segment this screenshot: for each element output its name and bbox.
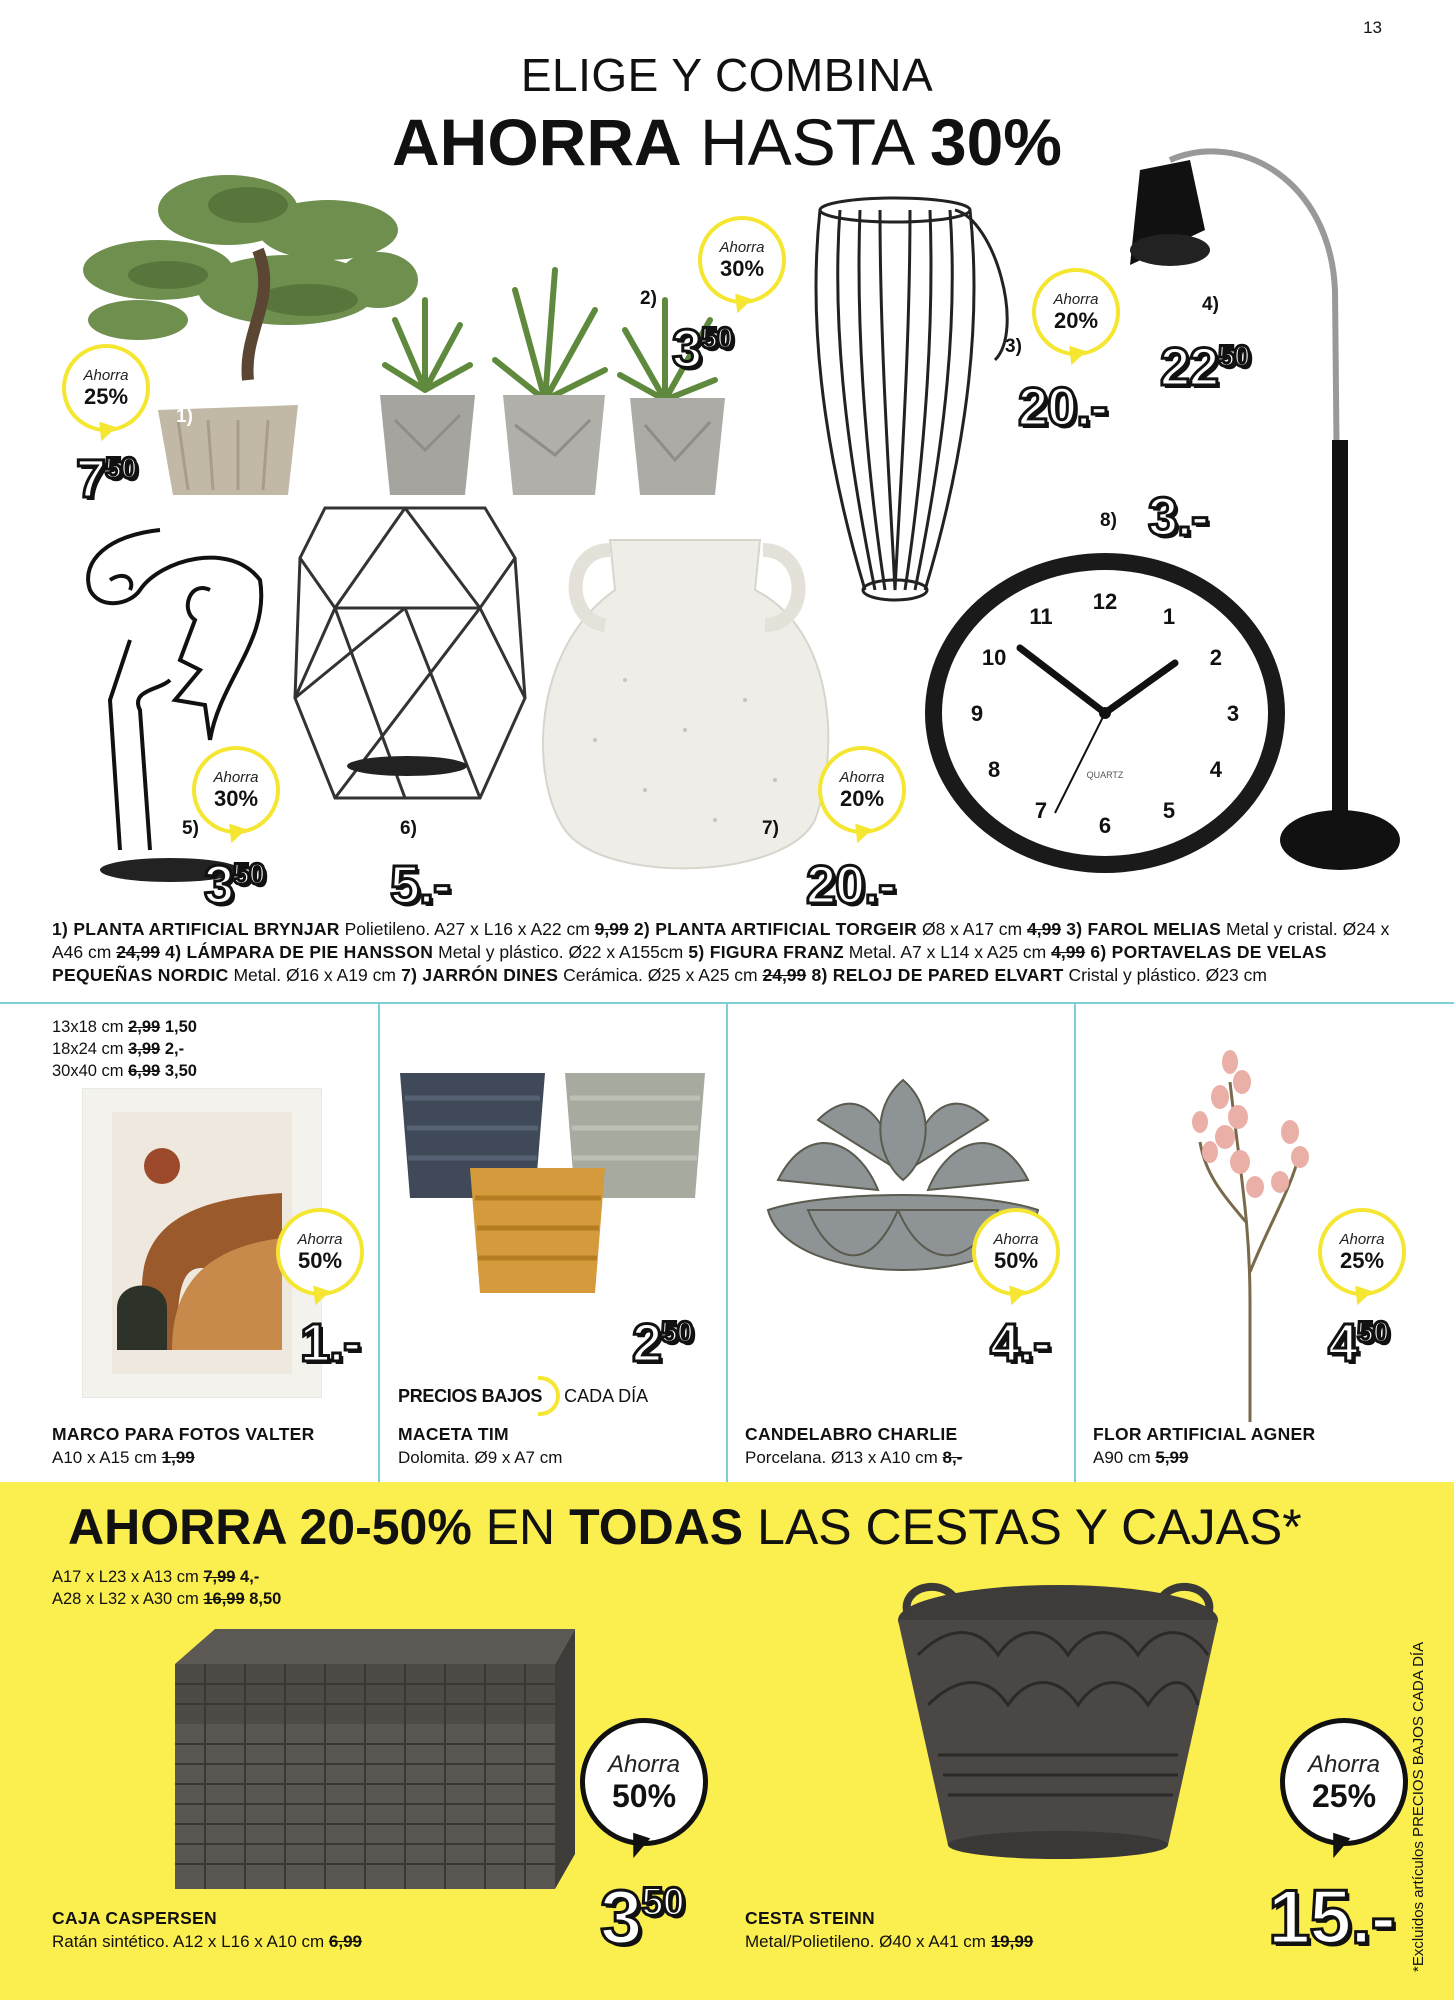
bubble-percent: 25%	[1311, 1777, 1377, 1814]
candle-holder-image	[285, 498, 530, 808]
bubble-percent: 50%	[611, 1777, 677, 1814]
price-dec: 50	[701, 322, 733, 355]
new-price: 8,50	[244, 1590, 282, 1608]
price-frame	[300, 1313, 361, 1373]
item-3-number: 3)	[1005, 336, 1022, 357]
clock-numeral: 1	[1162, 604, 1176, 630]
precios-bajos-rest: CADA DÍA	[564, 1385, 649, 1406]
desc-item-detail: Polietileno. A27 x L16 x A22 cm	[339, 919, 595, 939]
desc-item-name: 1) PLANTA ARTIFICIAL BRYNJAR	[52, 919, 340, 939]
detail-text: A90 cm	[1093, 1448, 1156, 1467]
saving-bubble-item-7	[818, 746, 906, 834]
bubble-percent: 50%	[297, 1248, 343, 1273]
clock-numeral: 2	[1209, 645, 1222, 670]
title-part: LAS CESTAS Y CAJAS*	[743, 1499, 1302, 1555]
plant-pots-image	[395, 1068, 715, 1298]
desc-item-name: 3) FAROL MELIAS	[1061, 919, 1222, 939]
product-details-candelabro	[745, 1448, 962, 1468]
price-int: 1.-	[300, 1313, 361, 1373]
saving-bubble-flor	[1318, 1208, 1406, 1296]
product-name-caja: CAJA CASPERSEN	[52, 1908, 217, 1928]
price-caja	[600, 1875, 684, 1960]
detail-text: Ratán sintético. A12 x L16 x A10 cm	[52, 1932, 329, 1951]
new-price: 1,50	[160, 1018, 197, 1036]
saving-bubble-item-2	[698, 216, 786, 304]
desc-item-detail: Cerámica. Ø25 x A25 cm	[558, 965, 763, 985]
clock-numeral: 12	[1092, 589, 1118, 614]
product-name-candelabro: CANDELABRO CHARLIE	[745, 1424, 958, 1444]
bubble-label: Ahorra	[213, 769, 259, 786]
title-part: EN	[471, 1499, 570, 1555]
new-price: 4,-	[235, 1568, 260, 1586]
clock-numeral: 10	[981, 645, 1007, 670]
desc-item-detail: Cristal y plástico. Ø23 cm	[1063, 965, 1267, 985]
desc-item-old-price: 4,99	[1027, 919, 1062, 939]
price-dec: 50	[661, 1316, 693, 1349]
clock-numeral: 7	[1034, 797, 1048, 823]
product-descriptions	[52, 918, 1412, 987]
frame-size-list	[52, 1016, 197, 1082]
desc-item-old-price: 9,99	[594, 919, 629, 939]
baskets-promo-title	[68, 1498, 1302, 1556]
excluded-items-note: *Excluidos artículos PRECIOS BAJOS CADA DÍA	[1410, 1641, 1427, 1972]
wicker-box-image	[155, 1624, 585, 1894]
price-int: 3	[672, 319, 702, 379]
product-details-caja	[52, 1932, 362, 1952]
desc-item-detail: Metal y plástico. Ø22 x A155cm	[433, 942, 684, 962]
bubble-label: Ahorra	[1339, 1231, 1385, 1248]
precios-bajos-bold: PRECIOS BAJOS	[398, 1385, 543, 1406]
bubble-label: Ahorra	[719, 239, 765, 256]
size-text: A17 x L23 x A13 cm	[52, 1568, 204, 1586]
size-text: A28 x L32 x A30 cm	[52, 1590, 204, 1608]
headline-hasta: HASTA	[681, 105, 930, 179]
saving-bubble-item-1	[62, 344, 150, 432]
column-divider	[726, 1002, 728, 1482]
price-int: 3	[600, 1875, 642, 1960]
price-dec: 50	[233, 858, 265, 891]
product-details-frame	[52, 1448, 195, 1468]
headline-elige: ELIGE Y COMBINA	[520, 49, 934, 101]
title-part: AHORRA 20-50%	[68, 1499, 472, 1555]
desc-item-detail: Metal. A7 x L14 x A25 cm	[843, 942, 1052, 962]
bubble-label: Ahorra	[1307, 1750, 1381, 1778]
clock-numeral: 5	[1162, 797, 1176, 823]
price-int: 22	[1160, 337, 1219, 397]
saving-bubble-item-5	[192, 746, 280, 834]
product-details-maceta	[398, 1448, 562, 1468]
title-part: TODAS	[569, 1499, 744, 1555]
headline-ahorra-bold: AHORRA	[392, 105, 682, 179]
item-7-number: 7)	[762, 818, 779, 839]
detail-text: A10 x A15 cm	[52, 1448, 162, 1467]
desc-item-name: 2) PLANTA ARTIFICIAL TORGEIR	[628, 919, 918, 939]
old-price: 5,99	[1155, 1448, 1189, 1467]
price-dec: 50	[105, 452, 137, 485]
price-int: 15.-	[1268, 1875, 1395, 1960]
clock-numeral: 4	[1209, 757, 1222, 782]
bubble-label: Ahorra	[297, 1231, 343, 1248]
bubble-percent: 30%	[719, 256, 765, 281]
column-divider	[1074, 1002, 1076, 1482]
detail-text: Metal/Polietileno. Ø40 x A41 cm	[745, 1932, 991, 1951]
desc-item-detail: Ø8 x A17 cm	[917, 919, 1027, 939]
price-int: 7	[76, 449, 106, 509]
clock-numeral: 6	[1098, 813, 1112, 838]
new-price: 2,-	[160, 1040, 185, 1058]
bubble-percent: 20%	[1053, 308, 1099, 333]
side-note-wrap	[1410, 1592, 1434, 1972]
desc-item-detail: Metal. Ø16 x A19 cm	[228, 965, 396, 985]
product-name-flor: FLOR ARTIFICIAL AGNER	[1093, 1424, 1316, 1444]
price-item-2	[672, 319, 733, 379]
size-row	[52, 1038, 197, 1060]
size-text: 18x24 cm	[52, 1040, 129, 1058]
bubble-percent: 50%	[993, 1248, 1039, 1273]
bubble-label: Ahorra	[83, 367, 129, 384]
wall-clock-image	[920, 548, 1290, 878]
product-name-maceta: MACETA TIM	[398, 1424, 509, 1444]
old-price: 6,99	[128, 1062, 161, 1080]
price-int: 20.-	[1018, 377, 1108, 437]
price-int: 20.-	[806, 855, 896, 915]
desc-item-name: 8) RELOJ DE PARED ELVART	[806, 965, 1064, 985]
desc-item-old-price: 24,99	[762, 965, 807, 985]
bubble-percent: 20%	[839, 786, 885, 811]
bubble-label: Ahorra	[1053, 291, 1099, 308]
column-divider	[378, 1002, 380, 1482]
bubble-label: Ahorra	[607, 1750, 681, 1778]
wicker-basket-image	[888, 1565, 1228, 1865]
clock-numeral: 3	[1226, 701, 1240, 726]
bubble-label: Ahorra	[993, 1231, 1039, 1248]
product-name-frame: MARCO PARA FOTOS VALTER	[52, 1424, 315, 1444]
price-item-7	[806, 855, 896, 915]
desc-item-name: 7) JARRÓN DINES	[395, 965, 559, 985]
item-2-number: 2)	[640, 288, 657, 309]
price-dec: 50	[1218, 340, 1250, 373]
product-details-flor	[1093, 1448, 1188, 1468]
old-price: 1,99	[161, 1448, 195, 1467]
desc-item-old-price: 4,99	[1051, 942, 1086, 962]
precios-bajos-logo	[398, 1376, 648, 1416]
new-price: 3,50	[160, 1062, 197, 1080]
price-cesta	[1268, 1875, 1395, 1960]
precios-bajos-arc-icon	[538, 1376, 560, 1416]
price-int: 3.-	[1148, 487, 1209, 547]
old-price: 19,99	[990, 1932, 1034, 1951]
headline-percent: 30%	[929, 105, 1062, 179]
price-int: 3	[204, 855, 234, 915]
desc-item-name: 5) FIGURA FRANZ	[683, 942, 844, 962]
box-size-list	[52, 1566, 281, 1610]
saving-bubble-frame	[276, 1208, 364, 1296]
product-details-cesta	[745, 1932, 1033, 1952]
old-price: 2,99	[128, 1018, 161, 1036]
item-5-number: 5)	[182, 818, 199, 839]
price-int: 5.-	[390, 855, 451, 915]
old-price: 3,99	[128, 1040, 161, 1058]
price-item-3	[1018, 377, 1108, 437]
size-row	[52, 1060, 197, 1082]
desc-item-old-price: 24,99	[116, 942, 160, 962]
price-flor	[1328, 1313, 1389, 1373]
old-price: 7,99	[203, 1568, 236, 1586]
size-row	[52, 1588, 281, 1610]
size-text: 13x18 cm	[52, 1018, 129, 1036]
price-item-8	[1148, 487, 1209, 547]
price-item-6	[390, 855, 451, 915]
price-item-4	[1160, 337, 1250, 397]
item-4-number: 4)	[1202, 294, 1219, 315]
price-int: 4.-	[990, 1313, 1051, 1373]
saving-bubble-caja	[580, 1718, 708, 1846]
item-1-number: 1)	[176, 406, 193, 427]
saving-bubble-item-3	[1032, 268, 1120, 356]
bubble-percent: 30%	[213, 786, 259, 811]
size-row	[52, 1016, 197, 1038]
item-8-number: 8)	[1100, 510, 1117, 531]
size-text: 30x40 cm	[52, 1062, 129, 1080]
clock-brand: QUARTZ	[1086, 770, 1124, 780]
price-int: 2	[632, 1313, 662, 1373]
item-6-number: 6)	[400, 818, 417, 839]
price-dec: 50	[641, 1880, 684, 1924]
detail-text: Porcelana. Ø13 x A10 cm	[745, 1448, 943, 1467]
price-candelabro	[990, 1313, 1051, 1373]
old-price: 16,99	[203, 1590, 245, 1608]
old-price: 8,-	[942, 1448, 963, 1467]
artificial-flower-image	[1180, 1022, 1320, 1422]
bubble-label: Ahorra	[839, 769, 885, 786]
bubble-percent: 25%	[1339, 1248, 1385, 1273]
saving-bubble-cesta	[1280, 1718, 1408, 1846]
page-number: 13	[1363, 18, 1382, 37]
product-name-cesta: CESTA STEINN	[745, 1908, 875, 1928]
price-item-1	[76, 449, 137, 509]
clock-numeral: 9	[970, 701, 984, 726]
price-item-5	[204, 855, 265, 915]
desc-item-name: 4) LÁMPARA DE PIE HANSSON	[160, 942, 434, 962]
clock-numeral: 11	[1029, 604, 1053, 630]
desc-item-detail: Metal y cristal. Ø24 x A46 cm	[52, 919, 1390, 962]
detail-text: Dolomita. Ø9 x A7 cm	[398, 1448, 563, 1467]
price-dec: 50	[1357, 1316, 1389, 1349]
size-row	[52, 1566, 281, 1588]
bubble-percent: 25%	[83, 384, 129, 409]
ceramic-vase-image	[525, 530, 855, 885]
desc-item-name: 6) PORTAVELAS DE VELAS PEQUEÑAS NORDIC	[52, 942, 1327, 985]
price-maceta	[632, 1313, 693, 1373]
clock-numeral: 8	[988, 757, 1001, 782]
saving-bubble-candelabro	[972, 1208, 1060, 1296]
old-price: 6,99	[328, 1932, 362, 1951]
price-int: 4	[1328, 1313, 1358, 1373]
